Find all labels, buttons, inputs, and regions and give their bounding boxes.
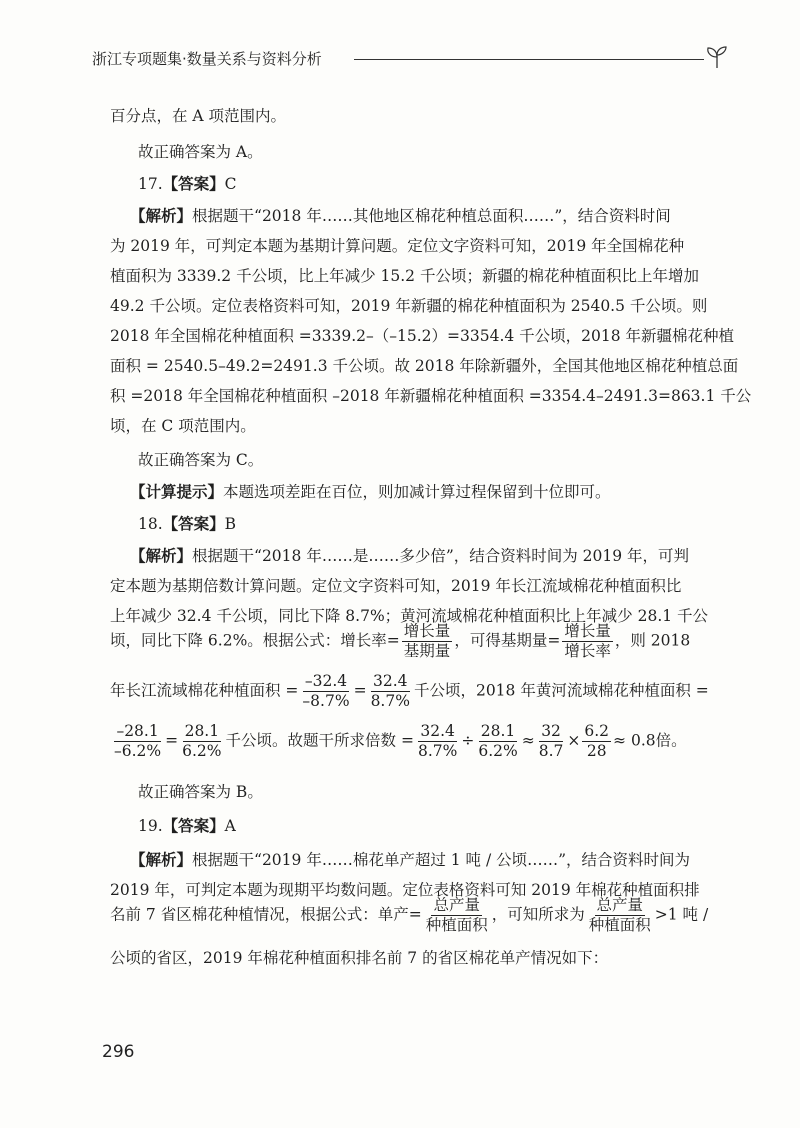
- question-number: 19.: [138, 817, 163, 835]
- text-line: 【解析】根据题干“2019 年……棉花单产超过 1 吨 / 公顷……”，结合资料时间为: [130, 851, 691, 869]
- fraction: $\frac{28.1}{6.2\%}$: [182, 722, 222, 760]
- fraction-base-value: $\frac{\text{增长量}}{\text{增长率}}$: [564, 622, 611, 660]
- answer-letter: C: [224, 175, 237, 193]
- text-line: 上年减少 32.4 千公顷，同比下降 8.7%；黄河流域棉花种植面积比上年减少 28.1 千公: [110, 607, 709, 625]
- analysis-tag: 【解析】: [130, 547, 193, 565]
- fraction: $\frac{32}{8.7}$: [538, 722, 564, 760]
- text-line: 公顷的省区，2019 年棉花种植面积排名前 7 的省区棉花单产情况如下：: [110, 949, 609, 967]
- text-line: 积 =2018 年全国棉花种植面积 –2018 年新疆棉花种植面积 =3354.4–2491.3=863.1 千公: [110, 387, 752, 405]
- header-rule: [354, 59, 704, 60]
- fraction: $\frac{-28.1}{-6.2\%}$: [114, 722, 162, 760]
- calc-tip-line: 【计算提示】本题选项差距在百位，则加减计算过程保留到十位即可。: [130, 483, 611, 501]
- text-line: 面积 = 2540.5–49.2=2491.3 千公顷。故 2018 年除新疆外，全国其他地区棉花种植总面: [110, 357, 739, 375]
- page-number: 296: [102, 1042, 135, 1062]
- answer-letter: A: [224, 817, 236, 835]
- text-line: 顷，在 C 项范围内。: [110, 417, 256, 435]
- text-line: 【解析】根据题干“2018 年……其他地区棉花种植总面积……”，结合资料时间: [130, 207, 671, 225]
- text-line: 49.2 千公顷。定位表格资料可知，2019 年新疆的棉花种植面积为 2540.5 千公顷。则: [110, 297, 708, 315]
- answer-tag: 【答案】: [162, 515, 225, 533]
- fraction: $\frac{32.4}{8.7\%}$: [417, 722, 458, 760]
- fraction: $\frac{28.1}{6.2\%}$: [478, 722, 518, 760]
- answer-letter: B: [224, 515, 237, 533]
- running-header: [92, 44, 722, 74]
- question-number: 17.: [138, 175, 163, 193]
- fraction-unit-yield: $\frac{\text{总产量}}{\text{种植面积}}$: [588, 896, 651, 934]
- formula-line: 顷，同比下降 6.2%。根据公式：增长率= $\frac{\text{增长量}}{\text{基期量}}$ ，可得基期量= $\frac{\text{增长量}}{\text{增长率}}$ ，则 2018: [110, 622, 691, 660]
- formula-line: 年长江流域棉花种植面积 = $\frac{-32.4}{-8.7\%}$ = $\frac{32.4}{8.7\%}$ 千公顷，2018 年黄河流域棉花种植面积 =: [110, 672, 709, 710]
- question-17-heading: [138, 172, 237, 194]
- analysis-tag: 【解析】: [130, 851, 193, 869]
- header-title: 浙江专项题集·数量关系与资料分析: [92, 50, 322, 68]
- sprout-icon: [704, 44, 730, 70]
- answer-tag: 【答案】: [162, 817, 225, 835]
- formula-line: $\frac{-28.1}{-6.2\%}$ = $\frac{28.1}{6.2\%}$ 千公顷。故题干所求倍数 = $\frac{32.4}{8.7\%}$ ÷ $\frac{28.1}{6.2\%}$ ≈ $\frac{32}{8.7}$ × $\frac{6.2}{28}$ ≈ 0.8倍。: [114, 722, 687, 760]
- text-line: 定本题为基期倍数计算问题。定位文字资料可知，2019 年长江流域棉花种植面积比: [110, 577, 682, 595]
- fraction: $\frac{6.2}{28}$: [584, 722, 610, 760]
- text-line: 植面积为 3339.2 千公顷，比上年减少 15.2 千公顷；新疆的棉花种植面积比上年增加: [110, 267, 699, 285]
- fraction-unit-yield: $\frac{\text{总产量}}{\text{种植面积}}$: [425, 896, 488, 934]
- formula-line: 名前 7 省区棉花种植情况，根据公式：单产= $\frac{\text{总产量}}{\text{种植面积}}$ ，可知所求为 $\frac{\text{总产量}}{\text{种植面积}}$ >1 吨 /: [110, 896, 709, 934]
- answer-tag: 【答案】: [162, 175, 225, 193]
- analysis-tag: 【解析】: [130, 207, 193, 225]
- question-number: 18.: [138, 515, 163, 533]
- text-line: 2018 年全国棉花种植面积 =3339.2–（–15.2）=3354.4 千公顷，2018 年新疆棉花种植: [110, 327, 735, 345]
- text-line: 为 2019 年，可判定本题为基期计算问题。定位文字资料可知，2019 年全国棉花种: [110, 237, 685, 255]
- answer-line: 故正确答案为 C。: [138, 451, 264, 469]
- fraction-growth-rate: $\frac{\text{增长量}}{\text{基期量}}$: [403, 622, 451, 660]
- text-line: 【解析】根据题干“2018 年……是……多少倍”，结合资料时间为 2019 年，可判: [130, 547, 690, 565]
- answer-line: 故正确答案为 B。: [138, 783, 263, 801]
- fraction: $\frac{-32.4}{-8.7\%}$: [302, 672, 350, 710]
- question-19-heading: [138, 814, 236, 836]
- text-line: 2019 年，可判定本题为现期平均数问题。定位表格资料可知 2019 年棉花种植面积排: [110, 881, 700, 899]
- fraction: $\frac{32.4}{8.7\%}$: [370, 672, 410, 710]
- question-18-heading: [138, 512, 236, 534]
- answer-line: 故正确答案为 A。: [138, 143, 263, 161]
- calc-tip-tag: 【计算提示】: [130, 483, 224, 501]
- text-line: 百分点，在 A 项范围内。: [110, 107, 287, 125]
